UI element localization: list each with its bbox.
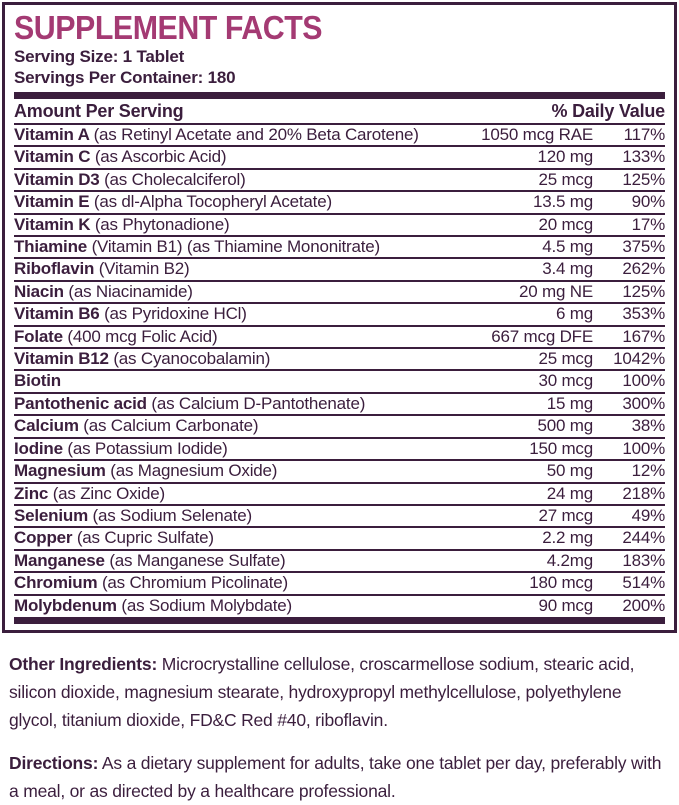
- nutrient-qualifier: (as Calcium Carbonate): [83, 416, 259, 436]
- nutrient-row: [14, 282, 665, 304]
- nutrient-row: [14, 192, 665, 214]
- nutrient-amount: 4.2mg: [546, 550, 593, 570]
- nutrient-row: [14, 349, 665, 371]
- nutrient-amount: 1050 mcg RAE: [481, 125, 593, 144]
- serving-size: Serving Size: 1 Tablet: [14, 47, 185, 66]
- nutrient-name: [14, 484, 547, 504]
- nutrient-daily-value: 218%: [622, 483, 665, 503]
- nutrient-name: [14, 551, 547, 571]
- nutrient-name: [14, 349, 538, 369]
- other-ingredients-label: Other Ingredients:: [9, 654, 158, 674]
- nutrient-name-bold: Riboflavin: [14, 259, 95, 279]
- nutrient-row: [14, 237, 665, 259]
- nutrient-amount: 27 mcg: [538, 505, 593, 525]
- nutrient-name: [14, 125, 481, 145]
- directions-label: Directions:: [9, 753, 99, 773]
- nutrient-amount: 50 mg: [546, 461, 593, 481]
- nutrient-name-bold: Vitamin C: [14, 147, 91, 167]
- nutrient-row: [14, 528, 665, 550]
- nutrient-name: [14, 506, 538, 526]
- directions-text: As a dietary supplement for adults, take one tablet per day, preferably with a meal, or as directed by a healthcare professional.: [9, 753, 662, 801]
- nutrient-daily-value: 49%: [631, 505, 665, 525]
- nutrient-row: [14, 147, 665, 169]
- nutrient-row: [14, 259, 665, 281]
- nutrient-amount: 3.4 mg: [542, 259, 593, 279]
- nutrient-name-bold: Vitamin K: [14, 214, 91, 234]
- nutrient-name-bold: Biotin: [14, 371, 61, 391]
- panel-title: SUPPLEMENT FACTS: [14, 9, 323, 46]
- nutrient-name: [14, 170, 538, 190]
- nutrient-daily-value: 90%: [631, 192, 665, 212]
- nutrient-daily-value: 375%: [622, 237, 665, 257]
- nutrient-daily-value: 262%: [622, 259, 665, 279]
- nutrient-row: [14, 327, 665, 349]
- nutrient-amount: 180 mcg: [529, 573, 593, 593]
- nutrient-amount: 25 mcg: [538, 169, 593, 189]
- nutrient-daily-value: 125%: [622, 169, 665, 189]
- nutrient-amount: 20 mg NE: [519, 281, 593, 301]
- nutrient-row: [14, 125, 665, 147]
- nutrient-amount: 90 mcg: [538, 595, 593, 615]
- nutrient-name-bold: Vitamin A: [14, 125, 90, 144]
- nutrient-name: [14, 304, 556, 324]
- nutrient-daily-value: 125%: [622, 281, 665, 301]
- nutrient-amount: 25 mcg: [538, 349, 593, 369]
- nutrient-row: [14, 416, 665, 438]
- nutrient-name: [14, 192, 533, 212]
- nutrient-row: [14, 551, 665, 573]
- nutrient-daily-value: 300%: [622, 393, 665, 413]
- nutrient-qualifier: (as Phytonadione): [94, 214, 230, 234]
- nutrient-name: [14, 596, 538, 616]
- nutrient-amount: 15 mg: [546, 393, 593, 413]
- nutrient-row: [14, 461, 665, 483]
- nutrient-daily-value: 183%: [622, 550, 665, 570]
- nutrient-row: [14, 596, 665, 616]
- nutrient-name: [14, 416, 537, 436]
- nutrient-daily-value: 167%: [622, 326, 665, 346]
- nutrient-name-bold: Manganese: [14, 550, 105, 570]
- directions-paragraph: [9, 749, 669, 805]
- nutrient-qualifier: (as Magnesium Oxide): [110, 461, 278, 481]
- nutrient-daily-value: 244%: [622, 528, 665, 548]
- nutrient-qualifier: (as Cupric Sulfate): [76, 528, 214, 548]
- nutrient-name-bold: Magnesium: [14, 461, 106, 481]
- nutrient-name-bold: Vitamin B6: [14, 304, 100, 324]
- nutrient-name-bold: Vitamin D3: [14, 169, 100, 189]
- daily-value-header: % Daily Value: [551, 101, 665, 121]
- footer-text: [0, 650, 679, 805]
- nutrient-name: [14, 237, 542, 257]
- nutrient-qualifier: (as Potassium Iodide): [67, 438, 228, 458]
- divider-thick-bottom: [14, 617, 665, 624]
- nutrient-amount: 24 mg: [546, 483, 593, 503]
- nutrient-daily-value: 200%: [622, 595, 665, 615]
- nutrient-qualifier: (400 mcg Folic Acid): [67, 326, 218, 346]
- nutrient-amount: 120 mg: [537, 147, 593, 167]
- nutrient-qualifier: (as Zinc Oxide): [52, 483, 165, 503]
- nutrient-name-bold: Zinc: [14, 483, 49, 503]
- nutrient-qualifier: (as Cyanocobalamin): [113, 349, 271, 369]
- nutrient-name: [14, 573, 529, 593]
- other-ingredients-text: Microcrystalline cellulose, croscarmellose sodium, stearic acid, silicon dioxide, magnesium stearate, hydroxypropyl methylcellulose, polyethylene glycol, titanium dioxide, FD&C Red #40, riboflavin.: [9, 654, 635, 730]
- nutrient-qualifier: (as Sodium Selenate): [92, 505, 252, 525]
- nutrient-qualifier: (as Manganese Sulfate): [109, 550, 286, 570]
- nutrient-amount: 20 mcg: [538, 214, 593, 234]
- nutrient-name-bold: Folate: [14, 326, 63, 346]
- nutrient-qualifier: (Vitamin B1) (as Thiamine Mononitrate): [91, 237, 381, 257]
- nutrient-daily-value: 353%: [622, 304, 665, 324]
- nutrient-name: [14, 528, 542, 548]
- nutrient-qualifier: (as Chromium Picolinate): [101, 573, 288, 593]
- nutrient-row: [14, 170, 665, 192]
- nutrient-amount: 4.5 mg: [542, 237, 593, 257]
- nutrient-name-bold: Calcium: [14, 416, 79, 436]
- amount-per-serving-header: Amount Per Serving: [14, 101, 184, 121]
- nutrient-daily-value: 514%: [622, 573, 665, 593]
- nutrient-table: [14, 125, 665, 616]
- nutrient-daily-value: 117%: [623, 125, 665, 144]
- nutrient-qualifier: (as dl-Alpha Tocopheryl Acetate): [93, 192, 332, 212]
- nutrient-qualifier: (as Sodium Molybdate): [121, 595, 292, 615]
- nutrient-daily-value: 17%: [631, 214, 665, 234]
- nutrient-daily-value: 133%: [622, 147, 665, 167]
- nutrient-row: [14, 371, 665, 393]
- nutrient-name-bold: Chromium: [14, 573, 98, 593]
- nutrient-row: [14, 304, 665, 326]
- nutrient-name-bold: Pantothenic acid: [14, 393, 147, 413]
- nutrient-daily-value: 1042%: [613, 349, 665, 369]
- nutrient-qualifier: (as Cholecalciferol): [104, 169, 246, 189]
- nutrient-name-bold: Vitamin E: [14, 192, 90, 212]
- nutrient-row: [14, 439, 665, 461]
- nutrient-amount: 6 mg: [556, 304, 593, 324]
- supplement-facts-panel: [2, 2, 677, 633]
- nutrient-name: [14, 282, 519, 302]
- nutrient-name-bold: Niacin: [14, 281, 64, 301]
- nutrient-amount: 500 mg: [537, 416, 593, 436]
- nutrient-name: [14, 259, 542, 279]
- nutrient-daily-value: 100%: [622, 371, 665, 391]
- other-ingredients-paragraph: [9, 650, 669, 734]
- nutrient-name: [14, 371, 538, 391]
- nutrient-qualifier: (as Ascorbic Acid): [94, 147, 227, 167]
- nutrient-amount: 667 mcg DFE: [491, 326, 593, 346]
- nutrient-row: [14, 506, 665, 528]
- nutrient-name-bold: Selenium: [14, 505, 88, 525]
- nutrient-qualifier: (as Retinyl Acetate and 20% Beta Carotene): [93, 125, 419, 144]
- nutrient-qualifier: (as Niacinamide): [68, 281, 193, 301]
- nutrient-name-bold: Copper: [14, 528, 73, 548]
- nutrient-name: [14, 439, 529, 459]
- nutrient-name-bold: Molybdenum: [14, 595, 117, 615]
- nutrient-daily-value: 100%: [622, 438, 665, 458]
- table-header-row: [14, 99, 665, 125]
- nutrient-name: [14, 215, 538, 235]
- nutrient-qualifier: (as Calcium D-Pantothenate): [151, 393, 366, 413]
- nutrient-qualifier: (as Pyridoxine HCl): [104, 304, 247, 324]
- nutrient-row: [14, 394, 665, 416]
- nutrient-amount: 13.5 mg: [532, 192, 593, 212]
- nutrient-name-bold: Iodine: [14, 438, 63, 458]
- nutrient-daily-value: 12%: [631, 461, 665, 481]
- nutrient-amount: 2.2 mg: [542, 528, 593, 548]
- nutrient-row: [14, 215, 665, 237]
- nutrient-name: [14, 147, 537, 167]
- nutrient-amount: 30 mcg: [538, 371, 593, 391]
- nutrient-amount: 150 mcg: [529, 438, 593, 458]
- nutrient-name: [14, 327, 491, 347]
- nutrient-name-bold: Thiamine: [14, 237, 88, 257]
- nutrient-row: [14, 573, 665, 595]
- nutrient-name: [14, 461, 547, 481]
- divider-thick-top: [14, 92, 665, 99]
- nutrient-row: [14, 484, 665, 506]
- nutrient-name-bold: Vitamin B12: [14, 349, 109, 369]
- nutrient-qualifier: (Vitamin B2): [98, 259, 190, 279]
- nutrient-name: [14, 394, 547, 414]
- nutrient-daily-value: 38%: [631, 416, 665, 436]
- servings-per-container: Servings Per Container: 180: [14, 68, 236, 87]
